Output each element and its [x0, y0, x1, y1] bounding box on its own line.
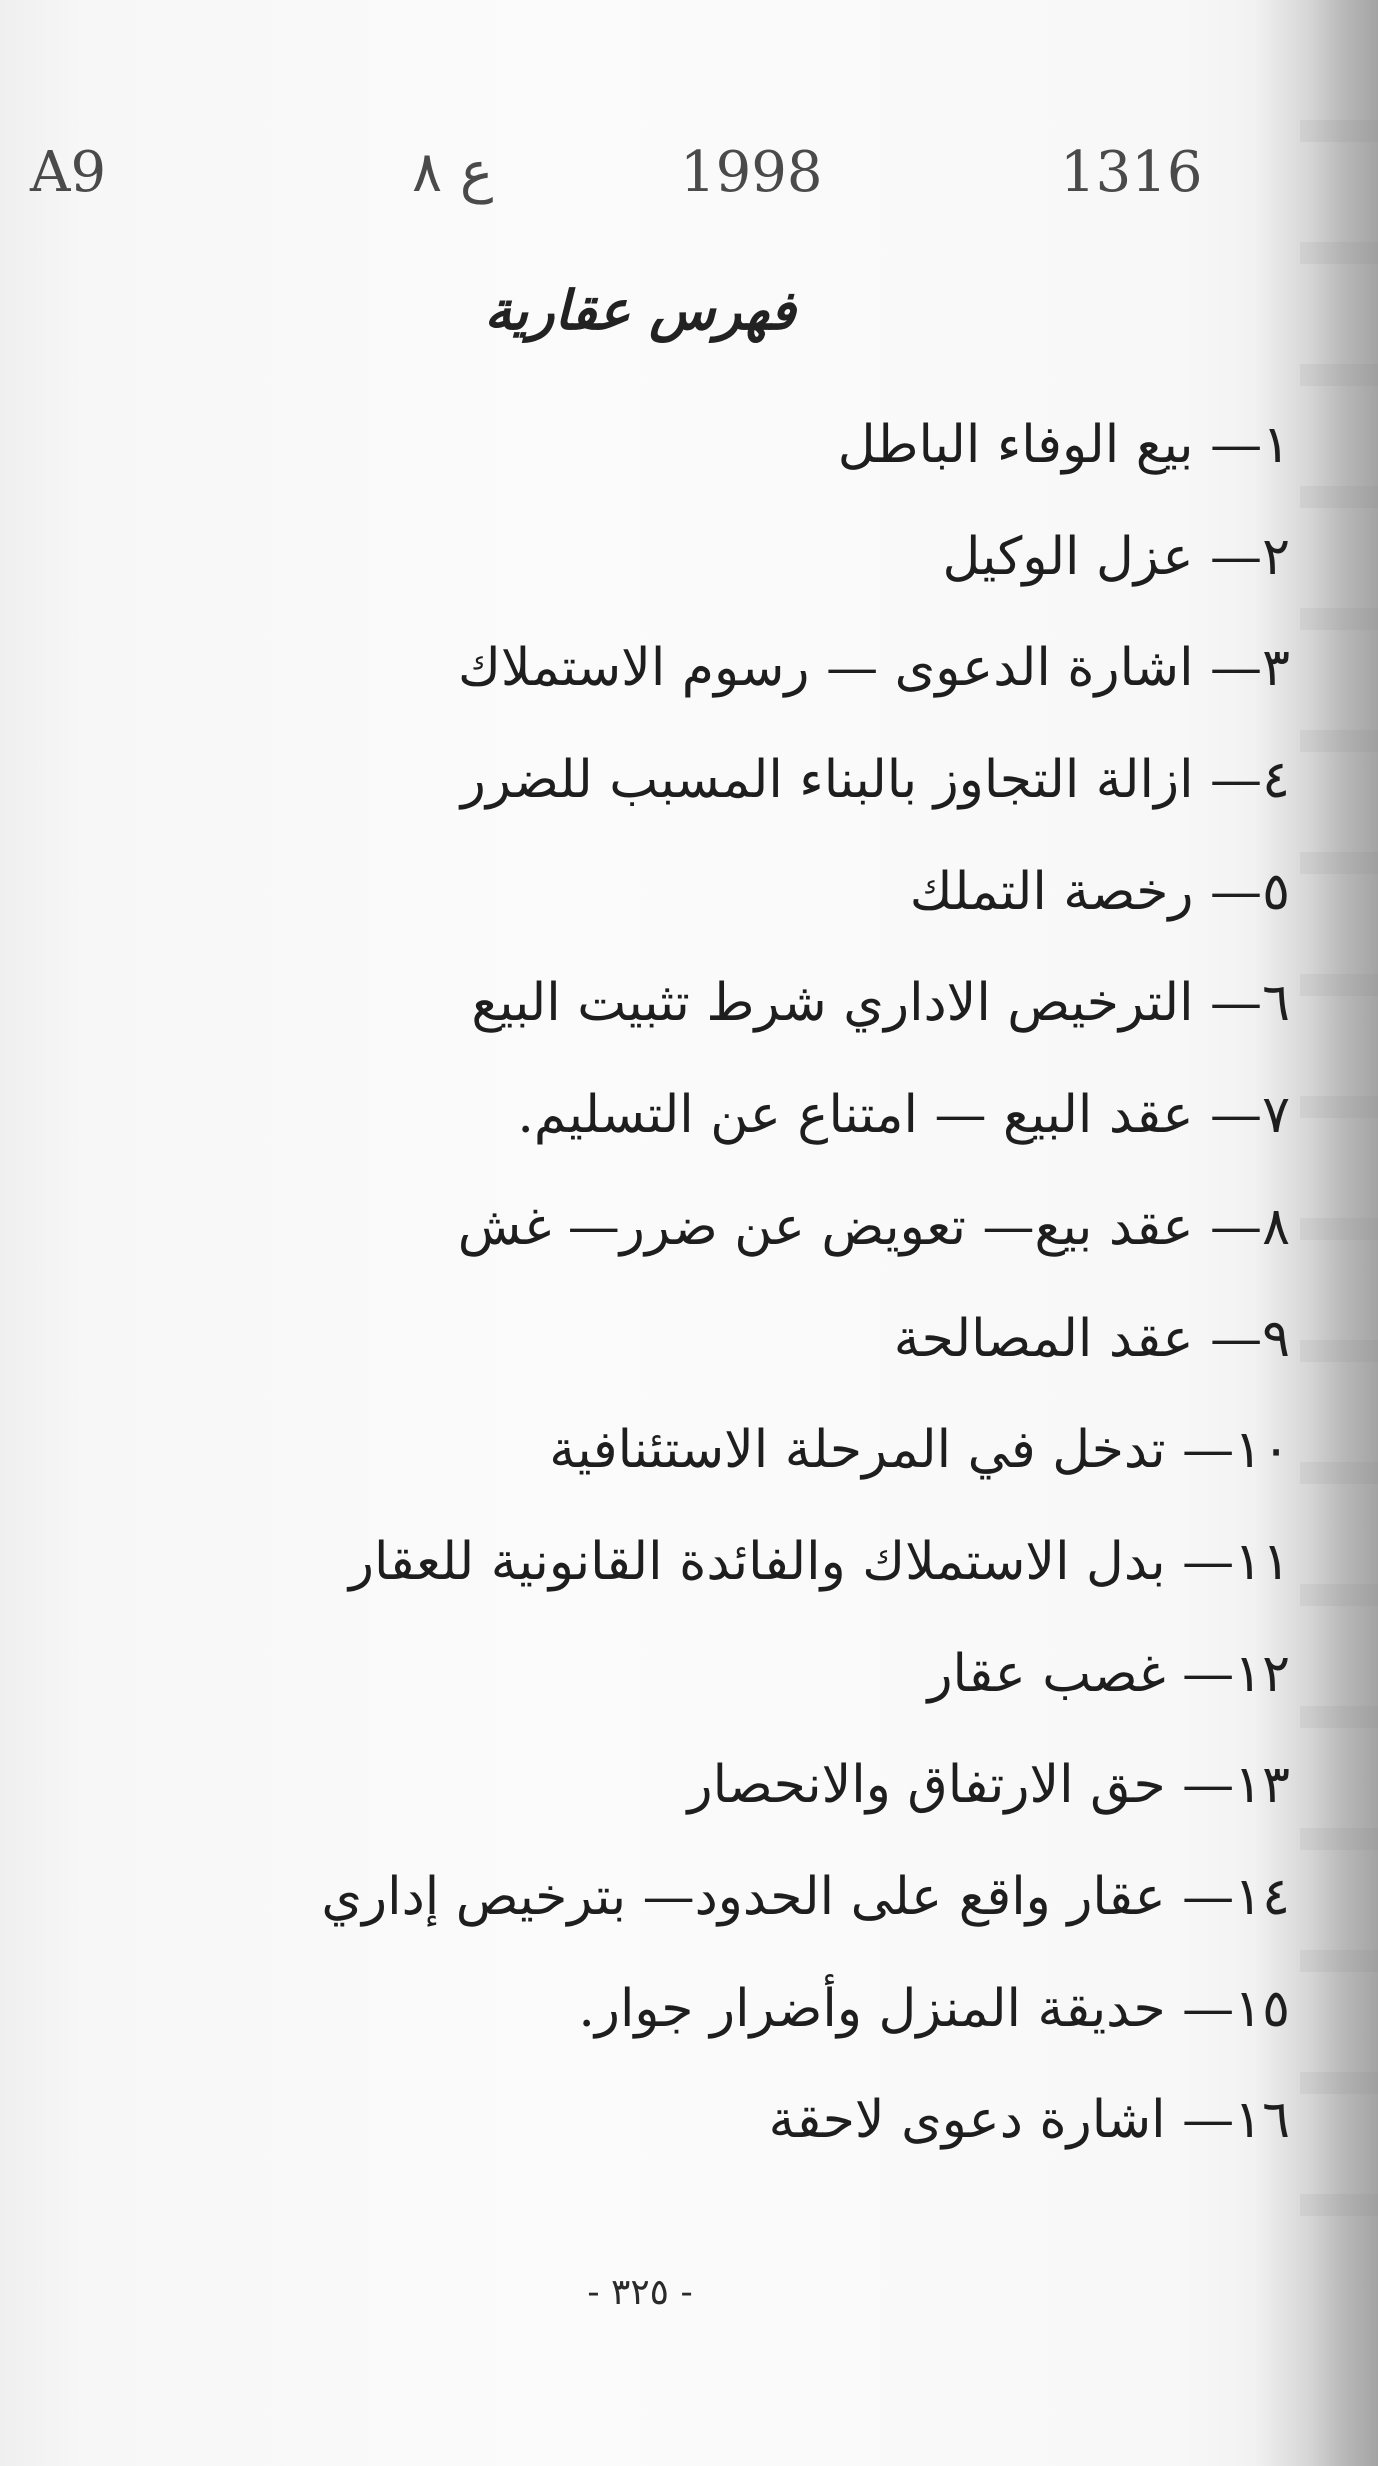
index-entry: ٣— اشارة الدعوى — رسوم الاستملاك: [457, 638, 1290, 699]
handwritten-note-left: A9: [30, 140, 107, 205]
index-entry: ١٦— اشارة دعوى لاحقة: [768, 2090, 1290, 2151]
index-entry: ١٤— عقار واقع على الحدود— بترخيص إداري: [321, 1866, 1290, 1927]
page-number: - ٣٢٥ -: [587, 2272, 693, 2313]
index-entry: ٥— رخصة التملك: [909, 861, 1290, 922]
index-entry: ١٠— تدخل في المرحلة الاستئنافية: [549, 1420, 1290, 1481]
handwritten-note-year: 1998: [680, 140, 823, 205]
index-entry: ٨— عقد بيع— تعويض عن ضرر— غش: [457, 1196, 1290, 1257]
handwritten-note-code: ع ٨: [412, 140, 494, 205]
index-entry: ٦— الترخيص الاداري شرط تثبيت البيع: [471, 973, 1290, 1034]
index-entry: ٢— عزل الوكيل: [942, 526, 1290, 587]
index-entry: ١٢— غصب عقار: [927, 1643, 1290, 1704]
index-entry: ١٥— حديقة المنزل وأضرار جوار.: [578, 1978, 1290, 2039]
index-list: [170, 390, 1290, 2177]
index-entry: ٤— ازالة التجاوز بالبناء المسبب للضرر: [460, 750, 1290, 811]
index-entry: ١١— بدل الاستملاك والفائدة القانونية للعقار: [348, 1531, 1290, 1592]
handwritten-note-number: 1316: [1060, 140, 1203, 205]
page-gutter-shadow: [1300, 120, 1378, 2220]
index-entry: ٧— عقد البيع — امتناع عن التسليم.: [517, 1085, 1290, 1146]
index-entry: ١— بيع الوفاء الباطل: [837, 415, 1290, 475]
index-entry: ٩— عقد المصالحة: [893, 1308, 1290, 1369]
index-entry: ١٣— حق الارتفاق والانحصار: [687, 1755, 1290, 1816]
index-title: فهرس عقارية: [484, 278, 796, 342]
